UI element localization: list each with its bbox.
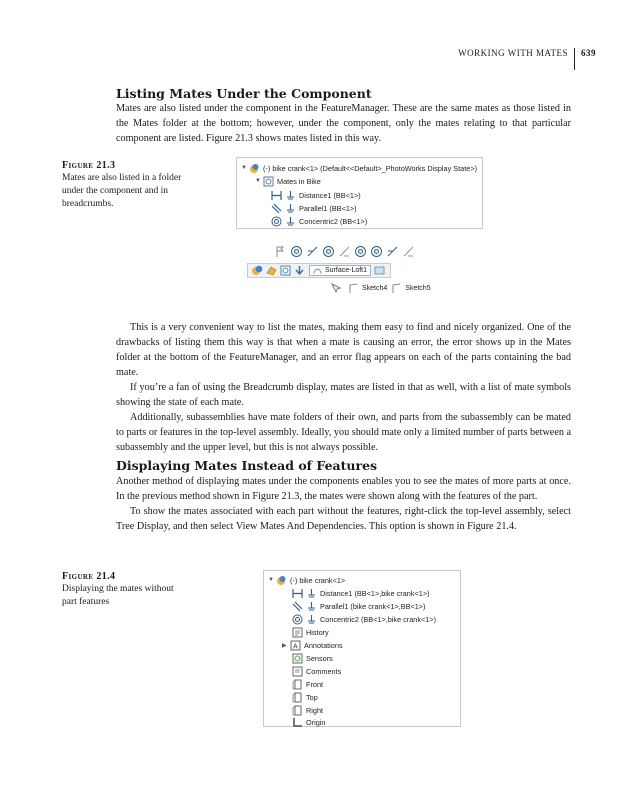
plane-icon: [292, 692, 303, 703]
tree-row-mate[interactable]: [292, 600, 425, 612]
distance-mate-icon: [271, 190, 282, 201]
plane-icon: [292, 679, 303, 690]
figure-number: Figure 21.4: [62, 571, 116, 582]
section-heading-listing-mates: Listing Mates Under the Component: [116, 86, 372, 101]
tree-row-component[interactable]: [241, 162, 477, 174]
tree-row-plane-top[interactable]: [292, 691, 318, 703]
mate-label: Parallel1 (BB<1>): [299, 203, 357, 213]
tree-row-annotations[interactable]: [282, 639, 343, 651]
breadcrumb-feature-label: Surface-Loft1: [325, 267, 368, 274]
sketch-icon: [348, 282, 361, 295]
breadcrumb-feature-row: [247, 263, 391, 278]
figure-21-4-caption: [62, 570, 182, 609]
assembly-icon[interactable]: [251, 264, 264, 277]
body-paragraph: Additionally, subassemblies have mate folders of their own, and parts from the subassembly can be mated to parts or features in the top-level assembly. Ideally, you should mate only a limited number of parts between a subassembly and the upper level, but this is not always possible.: [116, 412, 572, 453]
chevron-down-icon[interactable]: ▼: [268, 577, 274, 583]
history-icon: [292, 627, 303, 638]
origin-icon: [292, 717, 303, 728]
tree-item-label: Sensors: [306, 653, 333, 663]
running-head: [458, 36, 596, 70]
mate-label: Distance1 (BB<1>): [299, 190, 361, 200]
fixed-ground-icon: [285, 216, 296, 227]
tree-row-mate[interactable]: [292, 613, 436, 625]
section-heading-displaying-mates: Displaying Mates Instead of Features: [116, 458, 378, 473]
tree-row-sensors[interactable]: [292, 652, 333, 664]
tree-item-label: Origin: [306, 717, 326, 727]
tangent-mate-icon[interactable]: [402, 245, 415, 258]
chapter-title: WORKING WITH MATES: [458, 48, 568, 58]
tree-item-label: Annotations: [304, 640, 343, 650]
tree-row-component[interactable]: [268, 574, 345, 586]
dropdown-icon[interactable]: [373, 264, 386, 277]
body-paragraph: Another method of displaying mates under the components enables you to see the mates of more parts at once. In the previous method shown in Figure 21.3, the mates were shown along with the features of the part.: [116, 476, 571, 502]
tree-row-mate[interactable]: [271, 215, 367, 227]
section1-paragraph: Mates are also listed under the component in the FeatureManager. These are the same mates as those listed in the Mates folder at the bottom; however, under the component, only the mates relating to that particular component are listed. Figure 21.3 shows mates listed in this way.: [116, 103, 571, 144]
svg-text:A: A: [293, 643, 298, 650]
body-paragraph: To show the mates associated with each part without the features, right-click the top-level assembly, select Tree Display, and then select View Mates And Dependencies. This option is shown in Figure 21.4.: [116, 506, 571, 532]
tree-row-history[interactable]: [292, 626, 329, 638]
mates-folder-icon[interactable]: [279, 264, 292, 277]
mates-folder-label: Mates in Bike: [277, 176, 321, 186]
chevron-right-icon[interactable]: ▶: [282, 642, 287, 649]
plane-icon: [292, 705, 303, 716]
chevron-down-icon[interactable]: ▼: [241, 165, 247, 171]
tree-row-plane-front[interactable]: [292, 678, 323, 690]
section1-body: [116, 320, 571, 455]
sketch-label: Sketch5: [405, 285, 431, 292]
concentric-mate-icon: [271, 216, 282, 227]
fixed-ground-icon: [285, 190, 296, 201]
tree-row-origin[interactable]: [292, 716, 325, 728]
tangent-mate-icon[interactable]: [338, 245, 351, 258]
breadcrumb-mate-symbols: [274, 245, 416, 258]
flag-icon[interactable]: [274, 245, 287, 258]
component-label: (-) bike crank<1> (Default<<Default>_PhotoWorks Display State>): [263, 163, 478, 173]
sensors-icon: [292, 653, 303, 664]
body-paragraph: This is a very convenient way to list the mates, making them easy to find and nicely organized. One of the drawbacks of listing them this way is that when a mate is causing an error, the error shows up in the Mates folder at the bottom of the FeatureManager, and an error flag appears on each of the parts containing the bad mate.: [116, 322, 571, 378]
parallel-mate-icon: [271, 203, 282, 214]
sketch-icon: [391, 282, 404, 295]
fixed-ground-icon: [306, 601, 317, 612]
page-number: 639: [581, 48, 596, 58]
figure-caption: Mates are also listed in a folder under the component and in breadcrumbs.: [62, 173, 182, 209]
section2-body: [116, 474, 571, 534]
component-label: (-) bike crank<1>: [290, 575, 346, 585]
breadcrumb-feature-item[interactable]: [309, 265, 371, 276]
tree-row-mate[interactable]: [271, 189, 361, 201]
sketch-label: Sketch4: [362, 285, 388, 292]
parallel-mate-icon: [292, 601, 303, 612]
concentric-mate-icon[interactable]: [290, 245, 303, 258]
tree-item-label: Front: [306, 679, 324, 689]
tree-row-mates-folder[interactable]: [255, 175, 321, 187]
mates-folder-icon: [263, 176, 274, 187]
tree-row-mate[interactable]: [271, 202, 357, 214]
feature-icon[interactable]: [293, 264, 306, 277]
breadcrumb-sketch-row: [330, 282, 431, 295]
fixed-ground-icon: [306, 588, 317, 599]
tree-row-plane-right[interactable]: [292, 704, 323, 716]
tree-row-mate[interactable]: [292, 587, 430, 599]
figure-number: Figure 21.3: [62, 160, 116, 171]
breadcrumb-sketch-item[interactable]: [391, 282, 430, 295]
assembly-part-icon: [249, 163, 260, 174]
annotations-icon: [290, 640, 301, 651]
concentric-mate-icon[interactable]: [354, 245, 367, 258]
tangent-mate-icon[interactable]: [306, 245, 319, 258]
fixed-ground-icon: [285, 203, 296, 214]
breadcrumb-sketch-item[interactable]: [348, 282, 387, 295]
tree-item-label: Comments: [306, 666, 342, 676]
chevron-down-icon[interactable]: ▼: [255, 178, 261, 184]
surface-loft-icon: [313, 266, 322, 275]
distance-mate-icon: [292, 588, 303, 599]
mate-label: Concentric2 (BB<1>,bike crank<1>): [320, 614, 437, 624]
mates-dependencies-tree-panel: [263, 570, 461, 727]
body-paragraph: If you’re a fan of using the Breadcrumb display, mates are listed in that as well, with a list of mate symbols showing the state of each mate.: [116, 382, 571, 408]
feature-tree-panel: [236, 157, 483, 229]
section1-intro: [116, 101, 571, 146]
concentric-mate-icon[interactable]: [370, 245, 383, 258]
concentric-mate-icon: [292, 614, 303, 625]
mate-label: Concentric2 (BB<1>): [299, 216, 368, 226]
comments-icon: [292, 666, 303, 677]
mate-label: Parallel1 (bike crank<1>,BB<1>): [320, 601, 426, 611]
part-icon[interactable]: [265, 264, 278, 277]
figure-21-3-caption: [62, 159, 182, 211]
tree-item-label: Top: [306, 692, 318, 702]
tree-item-label: History: [306, 627, 329, 637]
figure-caption: Displaying the mates without part features: [62, 584, 174, 607]
fixed-ground-icon: [306, 614, 317, 625]
tree-item-label: Right: [306, 705, 324, 715]
assembly-part-icon: [276, 575, 287, 586]
mate-label: Distance1 (BB<1>,bike crank<1>): [320, 588, 430, 598]
pointer-icon[interactable]: [330, 282, 343, 295]
tree-row-comments[interactable]: [292, 665, 341, 677]
concentric-mate-icon[interactable]: [322, 245, 335, 258]
tangent-mate-icon[interactable]: [386, 245, 399, 258]
